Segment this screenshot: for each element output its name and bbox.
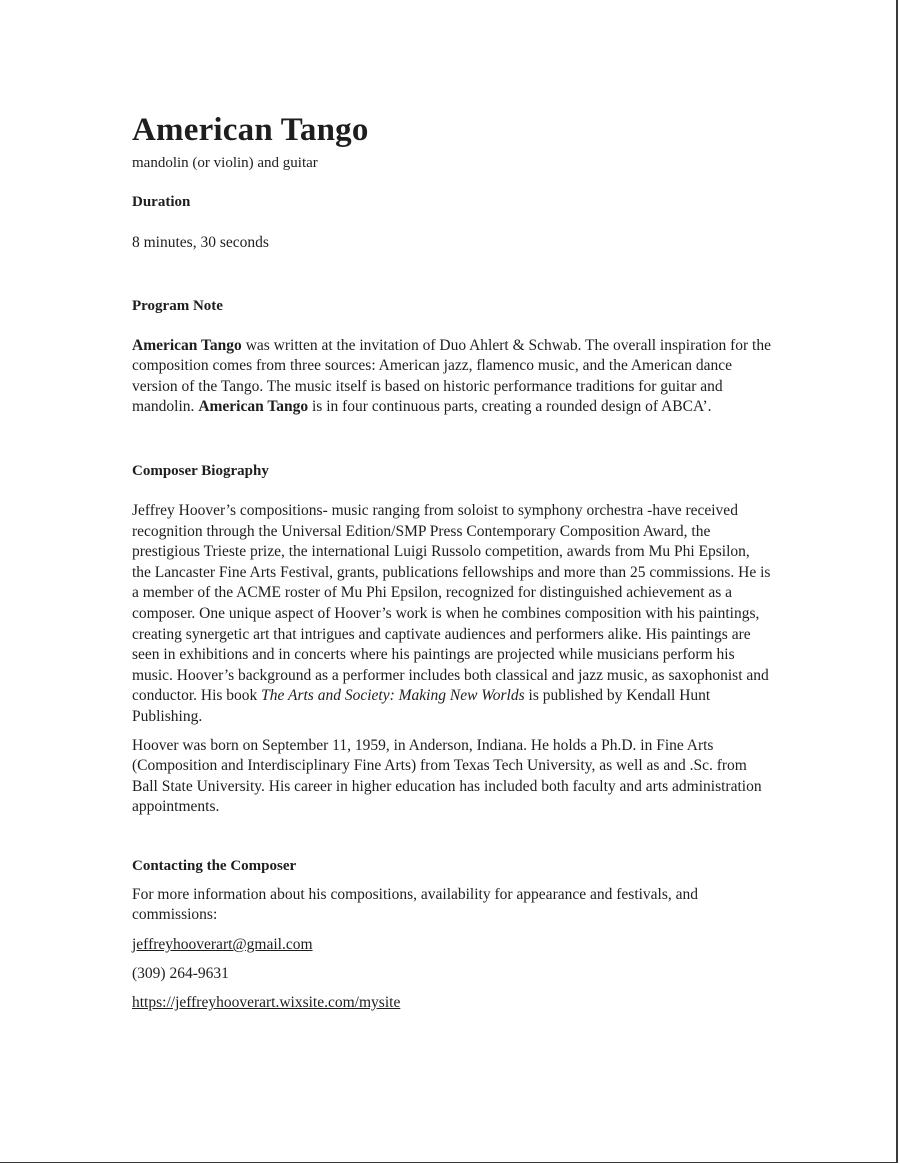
page-content	[132, 108, 772, 1013]
program-note-bold-title: American Tango	[132, 336, 242, 354]
contact-intro: For more information about his compositions, availability for appearance and festivals, and commissions:	[132, 885, 699, 924]
biography-body: Jeffrey Hoover’s compositions- music ranging from soloist to symphony orchestra -have received recognition through the Universal Edition/SMP Press Contemporary Composition Award, the prestigious Trieste prize, the international Luigi Russolo competition, awards from Mu Phi Epsilon, the Lancaster Fine Arts Festival, grants, publications fellowships and more than 25 commissions. He is a member of the ACME roster of Mu Phi Epsilon, recognized for distinguished achievement as a composer. One unique aspect of Hoover’s work is when he combines composition with his paintings, creating synergetic art that intrigues and captivate audiences and performers alike. His paintings are seen in exhibitions and in concerts where his paintings are projected while musicians perform his music. Hoover’s background as a performer includes both classical and jazz music, as saxophonist and conductor. His book	[132, 501, 771, 705]
book-title: The Arts and Society: Making New Worlds	[261, 687, 525, 705]
biography-heading: Composer Biography	[132, 462, 269, 479]
program-note-text	[132, 336, 772, 418]
duration-value: 8 minutes, 30 seconds	[132, 234, 269, 251]
program-note-body-2: is in four continuous parts, creating a rounded design of ABCA’.	[308, 398, 712, 416]
email-link[interactable]: jeffreyhooverart@gmail.com	[132, 936, 313, 954]
program-note-bold-title-2: American Tango	[198, 398, 309, 416]
biography-paragraph-2: Hoover was born on September 11, 1959, in Anderson, Indiana. He holds a Ph.D. in Fine Arts (Composition and Interdisciplinary Fine Arts) from Texas Tech University, as well as and .Sc. from Ball State University. His career in higher education has included both faculty and arts administration appointments.	[132, 736, 762, 816]
instrumentation-subtitle: mandolin (or violin) and guitar	[132, 155, 318, 171]
contact-heading: Contacting the Composer	[132, 857, 297, 874]
program-note-body-1: was written at the invitation of Duo Ahlert & Schwab. The overall inspiration for the composition comes from three sources: American jazz, flamenco music, and the American dance version of the Tango. The music itself is based on historic performance traditions for guitar and mandolin.	[132, 336, 771, 416]
duration-heading: Duration	[132, 194, 191, 210]
program-note-heading: Program Note	[132, 297, 223, 314]
website-link[interactable]: https://jeffreyhooverart.wixsite.com/mysite	[132, 994, 401, 1012]
phone-number: (309) 264-9631	[132, 965, 229, 983]
biography-paragraph-1	[132, 501, 772, 728]
page-title: American Tango	[132, 112, 369, 148]
biography-body-end: is published by Kendall Hunt Publishing.	[132, 687, 711, 725]
